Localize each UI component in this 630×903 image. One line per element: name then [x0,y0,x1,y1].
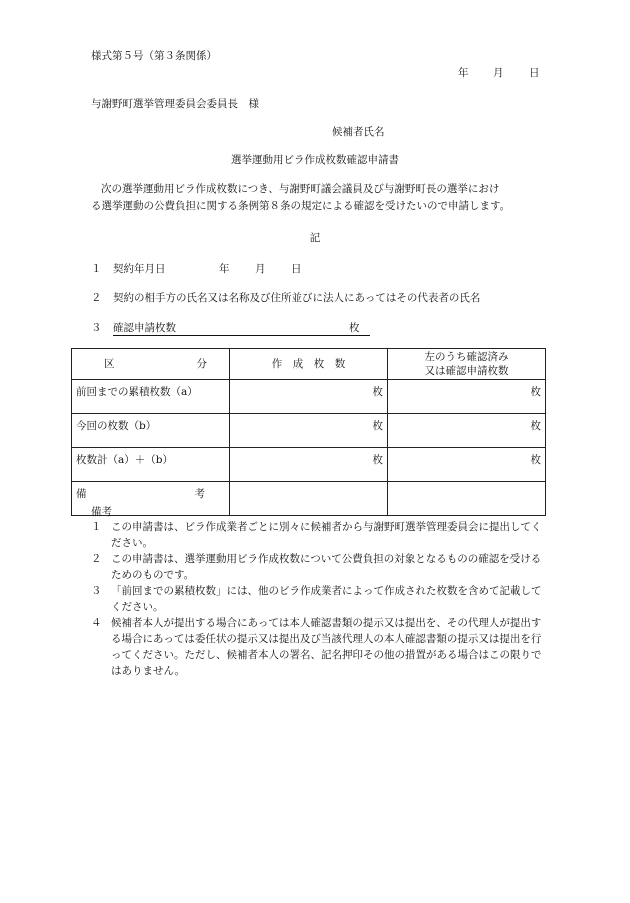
list-item [91,519,551,551]
note-text: 候補者本人が提出する場合にあっては本人確認書類の提示又は提出を、その代理人が提出する場合にあっては委任状の提示又は提出及び当該代理人の本人確認書類の提示又は提出を行ってください。ただし、候補者本人の署名、記名押印その他の措置がある場合はこの限りではありません。 [111,617,542,677]
item2-label: 契約の相手方の氏名又は名称及び住所並びに法人にあってはその代表者の氏名 [113,292,481,304]
header-created-count: 作 成 枚 数 [230,349,388,380]
item3-unit: 枚 [349,320,370,336]
note-number: ３ [91,585,102,597]
cell-confirmed-previous[interactable]: 枚 [388,380,546,414]
item3-label: 確認申請枚数 [113,320,349,336]
remarks-label-1: 備 [76,488,87,500]
item1-number: １ [91,263,102,275]
item-contractor [91,290,480,305]
cell-created-previous[interactable]: 枚 [230,380,388,414]
row-label-previous: 前回までの累積枚数（a） [72,380,230,414]
document-title: 選挙運動用ビラ作成枚数確認申請書 [231,154,399,166]
date-line [458,65,540,80]
table-header-row [72,349,546,380]
form-number: 様式第５号（第３条関係） [91,50,217,62]
header-kubun [72,349,230,380]
item2-number: ２ [91,292,102,304]
row-label-total: 枚数計（a）＋（b） [72,448,230,482]
list-item [91,615,551,679]
list-item [91,583,551,615]
ki-heading: 記 [309,232,321,244]
note-text: この申請書は、選挙運動用ビラ作成枚数について公費負担の対象となるものの確認を受けるためのものです。 [111,553,542,581]
header-confirmed-line-2: 又は確認申請枚数 [424,365,509,377]
header-kubun-1: 区 [104,358,115,370]
intro-line-2: る選挙運動の公費負担に関する条例第８条の規定による確認を受けたいので申請します。 [91,200,511,212]
date-month: 月 [493,67,504,79]
list-item [91,551,551,583]
remarks-label-2: 考 [194,488,205,500]
note-number: ２ [91,553,102,565]
cell-created-total[interactable]: 枚 [230,448,388,482]
table-row [72,380,546,414]
note-text: この申請書は、ビラ作成業者ごとに別々に候補者から与謝野町選挙管理委員会に提出してください。 [111,521,542,549]
note-number: １ [91,521,102,533]
header-kubun-2: 分 [196,358,207,370]
table-row [72,448,546,482]
addressee: 与謝野町選挙管理委員会委員長 様 [91,98,259,110]
item1-year: 年 [219,263,230,275]
header-confirmed-line-1: 左のうち確認済み [424,351,509,363]
header-confirmed-count [388,349,546,380]
candidate-name-label: 候補者氏名 [332,126,385,138]
item1-day: 日 [291,263,302,275]
note-text: 「前回までの累積枚数」には、他のビラ作成業者によって作成された枚数を含めて記載してください。 [111,585,542,613]
notes-list [91,519,551,679]
intro-paragraph [91,181,551,215]
cell-confirmed-current[interactable]: 枚 [388,414,546,448]
cell-created-current[interactable]: 枚 [230,414,388,448]
notes-title: 備考 [91,506,112,518]
count-table [71,348,546,516]
item-contract-date [91,261,302,276]
cell-confirmed-total[interactable]: 枚 [388,448,546,482]
item3-number: ３ [91,322,102,334]
cell-remarks-created[interactable] [230,482,388,516]
table-row [72,414,546,448]
cell-remarks-confirmed[interactable] [388,482,546,516]
row-label-current: 今回の枚数（b） [72,414,230,448]
item-requested-count [91,320,370,336]
item1-label: 契約年月日 [113,263,166,275]
intro-line-1: 次の選挙運動用ビラ作成枚数につき、与謝野町議会議員及び与謝野町長の選挙におけ [101,183,500,195]
table-row-remarks [72,482,546,516]
date-day: 日 [529,67,540,79]
date-year: 年 [458,67,469,79]
note-number: ４ [91,617,102,629]
item1-month: 月 [255,263,266,275]
